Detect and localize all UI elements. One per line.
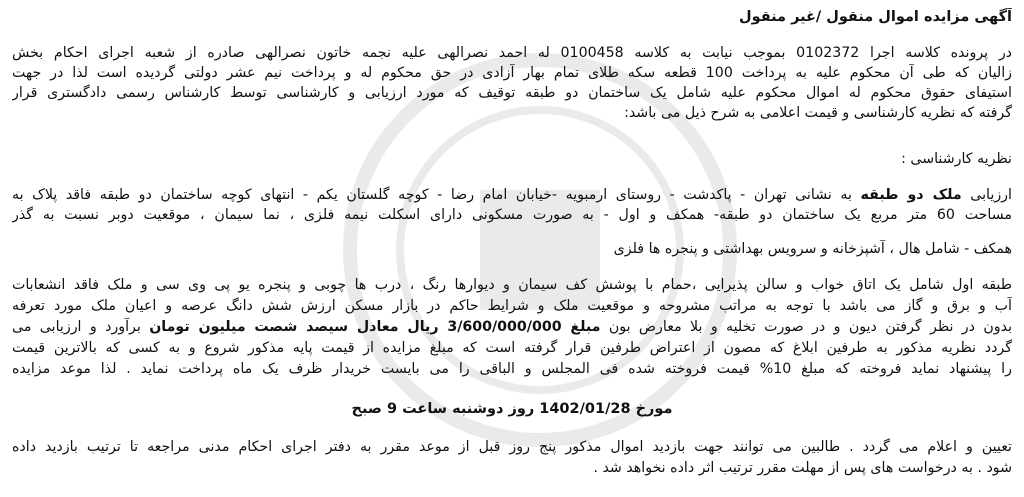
final-line-2: شود . به درخواست های پس از مهلت مقرر ترتیب اثر داده نخواهد شد . — [593, 460, 1012, 476]
expert-line-1 — [12, 186, 1012, 204]
expert-line-1-pre: ارزیابی — [970, 187, 1012, 203]
expert-line-1-post: به نشانی تهران - پاکدشت - روستای ارمبویه -خیابان امام رضا - کوچه گلستان یکم - انتهای کوچه ساختمان دو طبقه فاقد پلاک به — [12, 187, 852, 203]
expert-heading: نظریه کارشناسی : — [901, 151, 1012, 167]
price-line-post: برآورد و ارزیابی می — [12, 319, 141, 335]
appraised-price: مبلغ 3/600/000/000 ریال معادل سیصد شصت میلیون تومان — [149, 319, 601, 335]
auction-date: مورخ 1402/01/28 روز دوشنبه ساعت 9 صبح — [351, 401, 673, 417]
first-floor-line-2: آب و برق و گاز می باشد با توجه به مراتب مشروحه و موقعیت ملک و شرایط حاکم در بازار مسکن ارزش شش دانگ عرصه و اعیان ملک مورد تعرفه — [12, 298, 1012, 314]
intro-line-2: زالیان که طی آن محکوم علیه به پرداخت 100 قطعه سکه طلای تمام بهار آزادی در حق محکوم له و پرداخت نیم عشر دولتی گردیده است لذا در جهت — [12, 65, 1012, 81]
closing-line-1: گردد نظریه مذکور به طرفین ابلاغ که مصون از اعتراض طرفین قرار گرفته است که مبلغ مزایده از قیمت پایه مذکور شروع و به کسی که بالاترین قیمت — [12, 340, 1012, 356]
expert-line-2: مساحت 60 متر مربع یک ساختمان دو طبقه- همکف و اول - به صورت مسکونی دارای اسکلت نیمه فلزی ، نما سیمان ، موقعیت دوبر نسبت به گذر — [12, 207, 1012, 223]
intro-line-3: استیفای حقوق محکوم له اموال محکوم علیه شامل یک ساختمان دو طبقه توقیف که مورد ارزیابی و کارشناسی توسط کارشناس رسمی دادگستری قرار — [12, 85, 1012, 101]
price-line — [12, 318, 1012, 336]
final-line-1: تعیین و اعلام می گردد . طالبین می توانند جهت بازدید اموال مذکور پنج روز قبل از موعد مقرر به دفتر اجرای احکام مدنی مراجعه تا ترتیب بازدید داده — [12, 439, 1012, 455]
ground-floor-description: همکف - شامل هال ، آشپزخانه و سرویس بهداشتی و پنجره ها فلزی — [613, 241, 1012, 257]
intro-line-4: گرفته که نظریه کارشناسی و قیمت اعلامی به شرح ذیل می باشد: — [624, 105, 1012, 121]
intro-line-1: در پرونده کلاسه اجرا 0102372 بموجب نیابت به کلاسه 0100458 له احمد نصرالهی علیه نجمه خاتون نصرالهی صادره از شعبه اجرای احکام بخش — [12, 45, 1012, 61]
property-type: ملک دو طبقه — [860, 187, 962, 203]
closing-line-2: را پیشنهاد نماید فروخته که مبلغ 10% قیمت فروخته شده فی المجلس و الباقی را می بایست خریدار ظرف یک ماه پرداخت نماید . لذا موعد مزایده — [12, 361, 1012, 377]
first-floor-line-1: طبقه اول شامل یک اتاق خواب و سالن پذیرایی ،حمام با پوشش کف سیمان و دیوارها رنگ ، درب ها چوبی و پنجره یو پی وی سی و ملک فاقد انشعابات — [12, 277, 1012, 293]
notice-title: آگهی مزایده اموال منقول /غیر منقول — [739, 9, 1012, 25]
price-line-pre: بدون در نظر گرفتن دیون و در صورت تخلیه و بلا معارض بون — [608, 319, 1012, 335]
